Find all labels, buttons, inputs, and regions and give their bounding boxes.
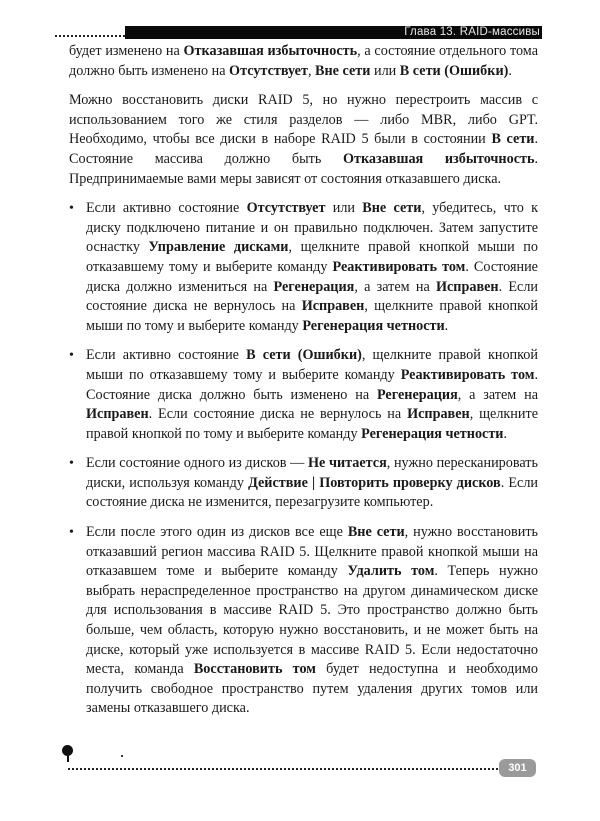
paragraph — [69, 42, 538, 81]
footer-dotted-rule — [68, 768, 498, 770]
bold-term: Исправен — [301, 298, 365, 315]
bold-term: Отказавшая избыточность — [183, 43, 358, 59]
bold-term: Действие | Повторить проверку дисков — [248, 474, 501, 491]
text-run: , а затем на — [457, 386, 538, 403]
page-number-badge — [499, 759, 536, 777]
text-run: или — [325, 200, 363, 217]
text-run: , щелкните правой кнопкой мыши по отказавшему тому и выберите команду — [86, 239, 538, 275]
text-run: Если состояние одного из дисков — — [86, 455, 308, 472]
text-run: , щелкните правой кнопкой мыши по тому и выберите команду — [86, 298, 538, 334]
bold-term: Отказавшая избыточность — [342, 150, 535, 167]
text-run: . Состояние массива должно быть — [69, 131, 539, 167]
bold-term: Исправен — [407, 406, 470, 423]
bold-term: Регенерация четности — [361, 425, 504, 442]
list-item-text — [86, 200, 538, 334]
text-run: Если активно состояние — [86, 347, 247, 364]
bold-term: Вне сети — [315, 62, 371, 79]
bold-term: Вне сети — [347, 524, 405, 541]
list-item-text — [86, 524, 538, 716]
text-run: Если после этого один из дисков все еще — [86, 524, 348, 541]
text-run: . Состояние диска должно измениться на — [86, 258, 538, 295]
text-run: . Теперь нужно выбрать нераспределенное пространство на другом динамическом диске для использования в массиве RAID 5. Это пространство должно быть больше, чем область, которую нужно восстановить, и не может быть на диске, который уже используется в массиве RAID 5. Если недостаточно места, команда — [86, 563, 538, 678]
bold-term: В сети (Ошибки) — [399, 62, 509, 79]
running-header — [125, 26, 542, 39]
bullet-icon: • — [69, 201, 74, 217]
text-run: , а состояние отдельного тома должно быть изменено на — [69, 43, 538, 79]
text-run: , нужно восстановить отказавший регион массива RAID 5. Щелкните правой кнопкой мыши на отказавшем томе и выберите команду — [86, 524, 538, 580]
bold-term: Исправен — [435, 278, 499, 295]
pin-stem-icon — [67, 754, 69, 762]
text-run: . Предпринимаемые вами меры зависят от состояния отказавшего диска. — [69, 150, 539, 187]
text-run: . — [508, 62, 512, 79]
text-run: . — [503, 425, 508, 442]
paragraph — [69, 91, 538, 189]
header-dotted-rule — [55, 35, 125, 37]
list-item — [69, 523, 538, 719]
bold-term: Регенерация четности — [302, 317, 445, 334]
text-run: , а затем на — [354, 278, 436, 295]
bullet-icon: • — [69, 525, 74, 541]
text-run: , щелкните правой кнопкой по тому и выберите команду — [86, 406, 538, 442]
text-run: , щелкните правой кнопкой мыши по отказавшему тому и выберите команду — [86, 347, 538, 383]
bullet-icon: • — [69, 348, 74, 364]
chapter-title: Глава 13. RAID-массивы — [404, 26, 540, 38]
text-run: будет недоступна и необходимо получить свободное пространство путем удаления других томов или замены отказавшего диска. — [86, 661, 538, 717]
speck — [121, 755, 123, 757]
text-run: , — [307, 62, 316, 79]
bold-term: Регенерация — [273, 278, 355, 295]
bold-term: Регенерация — [376, 386, 458, 403]
text-run: . Если состояние диска не вернулось на — [86, 278, 538, 315]
text-run: или — [370, 62, 400, 79]
text-run: , убедитесь, что к диску подключено питание и он правильно подключен. Затем запустите оснастку — [86, 200, 538, 256]
list-item — [69, 346, 538, 444]
bold-term: Реактивировать том — [400, 366, 535, 383]
bullet-list — [69, 199, 538, 719]
bold-term: Отсутствует — [229, 62, 308, 79]
text-run: будет изменено на — [69, 43, 184, 59]
text-run: . Если состояние диска не изменится, перезагрузите компьютер. — [86, 474, 539, 511]
bullet-icon: • — [69, 456, 74, 472]
bold-term: Исправен — [86, 406, 149, 423]
text-run: Если активно состояние — [86, 200, 247, 217]
page-body — [69, 42, 538, 729]
bold-term: Не читается — [307, 455, 387, 472]
bold-term: Восстановить том — [193, 661, 316, 678]
bold-term: Реактивировать том — [332, 258, 466, 275]
text-run: . Состояние диска должно быть изменено на — [86, 366, 538, 403]
list-item-text — [86, 455, 538, 510]
text-run: . — [444, 317, 449, 334]
bold-term: В сети (Ошибки) — [246, 347, 362, 364]
bold-term: В сети — [491, 131, 535, 148]
bold-term: Вне сети — [362, 200, 422, 217]
bold-term: Управление дисками — [148, 239, 289, 256]
bold-term: Отсутствует — [246, 200, 326, 217]
list-item — [69, 454, 538, 513]
text-run: Можно восстановить диски RAID 5, но нужно перестроить массив с использованием того же стиля разделов — либо MBR, либо GPT. Необходимо, чтобы все диски в наборе RAID 5 были в состоянии — [69, 92, 538, 148]
page-number: 301 — [508, 762, 527, 774]
text-run: , нужно пересканировать диски, используя команду — [86, 455, 538, 491]
bold-term: Удалить том — [347, 563, 435, 580]
list-item — [69, 199, 538, 336]
list-item-text — [86, 347, 538, 441]
text-run: . Если состояние диска не вернулось на — [148, 406, 408, 423]
